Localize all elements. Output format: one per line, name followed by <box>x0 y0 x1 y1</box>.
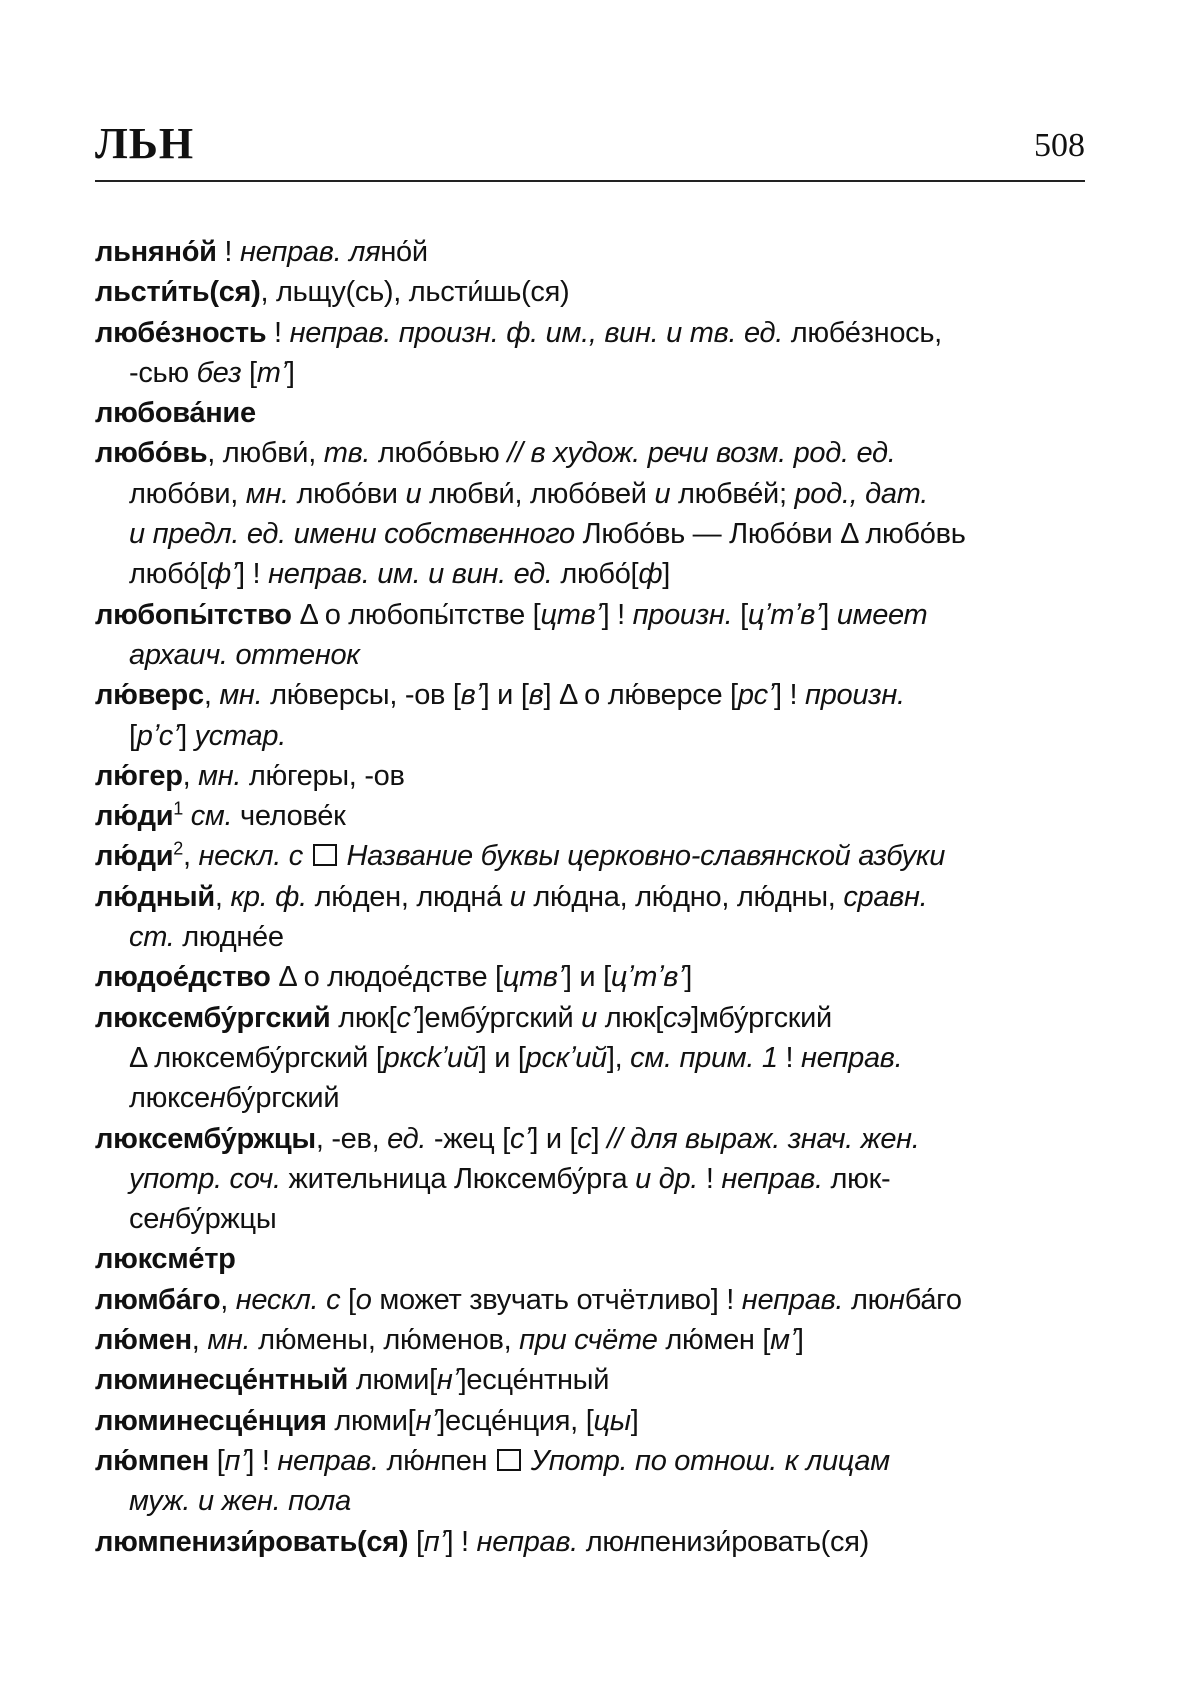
entry-text: ] <box>821 598 837 631</box>
entry-text: ] ! <box>601 598 633 631</box>
entry-text <box>339 840 347 872</box>
headword: льсти́ть(ся) <box>95 276 261 309</box>
entry-text: Δ люксембу́ргский [ <box>129 1041 384 1074</box>
entry-continuation-line <box>95 917 1090 957</box>
label-italic: рксkʼий <box>383 1041 479 1074</box>
label-italic: пʼ <box>423 1525 446 1558</box>
entry-first-line <box>95 1401 1090 1441</box>
entry-text: ]есце́нтный <box>458 1364 610 1397</box>
entry-text: ] и [ <box>563 961 611 994</box>
dictionary-entry <box>95 877 1090 958</box>
entry-text <box>183 800 191 832</box>
label-italic: с <box>577 1122 592 1155</box>
label-italic: мн. <box>219 679 263 712</box>
label-italic: неправ. <box>476 1525 578 1558</box>
label-italic: сʼ <box>510 1122 531 1155</box>
entry-text: лю <box>577 1525 624 1558</box>
entry-first-line <box>95 1119 1090 1159</box>
headword: люмба́го <box>95 1283 221 1316</box>
entry-text <box>303 840 311 872</box>
dictionary-entries <box>95 232 1090 1562</box>
label-italic: кр. ф. <box>230 880 307 913</box>
entry-text: людне́е <box>174 921 284 954</box>
dictionary-entry <box>95 1119 1090 1240</box>
entry-text: лю́дна, лю́дно, лю́дны, <box>525 880 844 913</box>
entry-text: ] и [ <box>481 679 529 712</box>
dictionary-entry <box>95 595 1090 676</box>
label-italic: цтвʼ <box>502 961 564 994</box>
entry-text: люксе <box>129 1082 210 1115</box>
label-italic: без <box>196 356 242 389</box>
entry-text: ] ! <box>246 1444 278 1477</box>
entry-first-line <box>95 1320 1090 1360</box>
label-italic: ст. <box>129 921 175 954</box>
entry-text: челове́к <box>232 800 346 833</box>
entry-text: Любо́вь — Любо́ви Δ любо́вь <box>574 518 966 551</box>
entry-text: ! <box>777 1041 801 1074</box>
label-italic: н <box>209 1082 226 1115</box>
dictionary-entry <box>95 393 1090 433</box>
label-italic: род., дат. <box>794 477 928 510</box>
entry-text: , <box>214 880 231 913</box>
entry-text <box>523 1445 531 1477</box>
headword: любо́вь <box>95 437 208 470</box>
label-italic: ед. <box>387 1122 427 1155</box>
entry-text: [ <box>408 1525 424 1558</box>
homonym-index: 2 <box>173 838 183 859</box>
dictionary-entry <box>95 1320 1090 1360</box>
page-number: 508 <box>1034 127 1085 164</box>
dictionary-entry <box>95 1441 1090 1522</box>
entry-text: , <box>191 1324 208 1357</box>
entry-text: пенизи́ровать(ся) <box>639 1525 869 1558</box>
label-italic: н <box>889 1283 905 1316</box>
label-italic: см. <box>190 800 233 833</box>
label-italic: цʼтʼвʼ <box>610 961 685 994</box>
label-italic: см. прим. 1 <box>630 1041 778 1074</box>
dictionary-entry <box>95 1239 1090 1279</box>
label-italic: мн. <box>207 1324 251 1357</box>
entry-text: ] <box>662 558 671 591</box>
entry-text: любви́, любо́вей <box>421 477 655 510</box>
running-head: ЛЬН <box>95 119 195 168</box>
headword: лю́дный <box>95 880 215 913</box>
label-italic: и <box>509 880 526 913</box>
entry-continuation-line <box>95 1481 1090 1521</box>
entry-text: бу́ржцы <box>174 1203 277 1236</box>
label-italic: и предл. ед. имени собственного <box>129 518 575 551</box>
entry-text: се <box>129 1203 160 1236</box>
entry-text: ба́го <box>904 1283 962 1316</box>
dictionary-entry <box>95 1360 1090 1400</box>
entry-text: лю́геры, -ов <box>241 759 405 792</box>
entry-text: ] и [ <box>530 1122 578 1155</box>
label-italic: о <box>355 1283 372 1316</box>
label-italic: нʼ <box>415 1404 438 1437</box>
entry-text: ! <box>216 236 240 268</box>
dictionary-entry <box>95 836 1090 876</box>
dictionary-entry <box>95 957 1090 997</box>
entry-text: люк- <box>822 1162 891 1195</box>
label-italic: Употр. по отнош. к лицам <box>530 1444 890 1477</box>
entry-continuation-line <box>95 1159 1090 1199</box>
entry-first-line <box>95 1360 1090 1400</box>
entry-text: ]есце́нция, [ <box>437 1404 594 1437</box>
entry-continuation-line <box>95 514 1090 554</box>
entry-text: люми[ <box>348 1364 437 1397</box>
entry-text: , <box>182 840 199 873</box>
label-italic: произн. <box>632 598 733 631</box>
entry-first-line <box>95 393 1090 433</box>
entry-text: жительница Люксембу́рга <box>280 1162 636 1195</box>
label-italic: устар. <box>194 719 286 752</box>
label-italic: нескл. с <box>198 840 303 873</box>
entry-continuation-line <box>95 554 1090 594</box>
dictionary-entry <box>95 433 1090 594</box>
headword: любе́зность <box>95 316 267 349</box>
label-italic: н <box>159 1203 175 1236</box>
entry-first-line <box>95 796 1090 836</box>
entry-text: Δ о людое́дстве [ <box>270 961 503 994</box>
entry-text: , -ев, <box>315 1122 388 1155</box>
headword: льняно́й <box>95 236 217 268</box>
homonym-index: 1 <box>173 798 183 819</box>
label-italic: и <box>581 1001 597 1034</box>
entry-first-line <box>95 756 1090 796</box>
entry-first-line <box>95 595 1090 635</box>
entry-text: люми[ <box>326 1404 416 1437</box>
entry-text: ] <box>179 719 195 752</box>
box-icon <box>313 844 337 866</box>
entry-first-line <box>95 1239 1090 1279</box>
label-italic: Название буквы церковно-славянской азбуки <box>346 840 946 873</box>
entry-text: , <box>220 1283 236 1316</box>
dictionary-entry <box>95 1522 1090 1562</box>
headword: любопы́тство <box>95 598 292 631</box>
entry-text: , <box>203 679 220 712</box>
entry-text: пен <box>440 1444 496 1477</box>
dictionary-entry <box>95 272 1090 312</box>
entry-text: ]мбу́ргский <box>691 1001 832 1034</box>
page-header <box>95 118 1085 182</box>
headword: люминесце́нция <box>95 1404 327 1437</box>
label-italic: неправ. <box>741 1283 844 1316</box>
label-italic: сэ <box>662 1001 692 1034</box>
entry-continuation-line <box>95 1078 1090 1118</box>
headword: лю́верс <box>95 679 204 712</box>
label-italic: // в худож. речи возм. род. ед. <box>507 437 896 470</box>
box-icon <box>497 1449 521 1471</box>
entry-text: ], <box>606 1041 631 1074</box>
label-italic: цтвʼ <box>540 598 602 631</box>
label-italic: нескл. с <box>235 1283 341 1316</box>
label-italic: употр. соч. <box>129 1162 281 1195</box>
entry-text: [ <box>732 598 748 631</box>
entry-text: , льщу(сь), льсти́шь(ся) <box>260 276 570 309</box>
label-italic: вʼ <box>460 679 482 712</box>
entry-first-line <box>95 1441 1090 1481</box>
label-italic: неправ. <box>721 1162 823 1195</box>
entry-text: -сью <box>129 356 197 389</box>
entry-text: люк[ <box>330 1001 397 1034</box>
headword: люксме́тр <box>95 1243 236 1276</box>
headword: лю́ди <box>95 840 174 873</box>
entry-first-line <box>95 957 1090 997</box>
label-italic: рʼсʼ <box>136 719 180 752</box>
entry-text: ] и [ <box>478 1041 526 1074</box>
header-rule <box>95 180 1085 182</box>
entry-text: лю <box>843 1283 890 1316</box>
headword: любова́ние <box>95 397 256 430</box>
entry-text: любо́ви <box>288 477 406 510</box>
label-italic: и <box>654 477 671 510</box>
entry-text: любо́вью <box>370 437 508 470</box>
entry-text: лю́ден, людна́ <box>306 880 510 913</box>
headword: люксембу́ргский <box>95 1001 331 1034</box>
label-italic: мʼ <box>770 1324 796 1357</box>
entry-text: Δ о любопы́тстве [ <box>291 598 541 631</box>
entry-text: [ <box>340 1283 356 1316</box>
label-italic: произн. <box>805 679 905 712</box>
headword: люмпенизи́ровать(ся) <box>95 1525 409 1558</box>
label-italic: в <box>528 679 544 712</box>
label-italic: н <box>424 1444 441 1477</box>
entry-first-line <box>95 313 1090 353</box>
dictionary-entry <box>95 998 1090 1119</box>
label-italic: имеет <box>836 598 928 631</box>
label-italic: пʼ <box>224 1444 247 1477</box>
entry-first-line <box>95 232 1090 272</box>
label-italic: архаич. оттенок <box>129 638 360 671</box>
headword: лю́ди <box>95 800 174 833</box>
entry-text: лю́ <box>378 1444 425 1477</box>
entry-first-line <box>95 877 1090 917</box>
headword: лю́мен <box>95 1324 192 1357</box>
label-italic: неправ. <box>277 1444 379 1477</box>
entry-text: любо́[ <box>552 558 639 591</box>
entry-text: ] <box>630 1404 639 1437</box>
label-italic: сравн. <box>843 880 928 913</box>
label-italic: ф <box>638 558 663 591</box>
entry-text: ] <box>795 1324 804 1357</box>
entry-text: ] ! <box>774 679 806 712</box>
label-italic: неправ. произн. ф. им., вин. и тв. ед. <box>289 316 783 349</box>
dictionary-entry <box>95 1280 1090 1320</box>
label-italic: рсʼ <box>737 679 774 712</box>
label-italic: тв. <box>323 437 371 470</box>
entry-text: ! <box>266 316 290 349</box>
entry-first-line <box>95 675 1090 715</box>
entry-first-line <box>95 1280 1090 1320</box>
label-italic: н <box>623 1525 640 1558</box>
entry-continuation-line <box>95 635 1090 675</box>
label-italic: рскʼий <box>525 1041 607 1074</box>
entry-text: [ <box>209 1444 225 1477</box>
label-italic: муж. и жен. пола <box>129 1485 351 1518</box>
entry-text: ] <box>684 961 693 994</box>
entry-text: любе́знось, <box>782 316 942 349</box>
label-italic: неправ. ля <box>239 236 381 268</box>
entry-first-line <box>95 998 1090 1038</box>
entry-text: ! <box>698 1162 722 1195</box>
entry-text: -жец [ <box>426 1122 511 1155</box>
label-italic: цы <box>593 1404 631 1437</box>
entry-text: ] <box>286 356 295 389</box>
label-italic: неправ. <box>801 1041 903 1074</box>
label-italic: и <box>405 477 422 510</box>
label-italic: и др. <box>635 1162 699 1195</box>
entry-continuation-line <box>95 1199 1090 1239</box>
dictionary-entry <box>95 313 1090 394</box>
dictionary-entry <box>95 756 1090 796</box>
dictionary-entry <box>95 675 1090 756</box>
entry-text: лю́версы, -ов [ <box>262 679 461 712</box>
entry-text: лю́мены, лю́менов, <box>250 1324 520 1357</box>
label-italic: при счёте <box>519 1324 658 1357</box>
entry-text: но́й <box>380 236 428 268</box>
entry-continuation-line <box>95 353 1090 393</box>
entry-text: лю́мен [ <box>657 1324 771 1357</box>
entry-continuation-line <box>95 1038 1090 1078</box>
entry-continuation-line <box>95 716 1090 756</box>
label-italic: цʼтʼвʼ <box>747 598 822 631</box>
entry-first-line <box>95 433 1090 473</box>
headword: лю́гер <box>95 759 183 792</box>
entry-text: люк[ <box>597 1001 663 1034</box>
entry-first-line <box>95 1522 1090 1562</box>
label-italic: неправ. им. и вин. ед. <box>268 558 553 591</box>
label-italic: // для выраж. знач. жен. <box>607 1122 920 1155</box>
entry-text: бу́ргский <box>225 1082 340 1115</box>
label-italic: мн. <box>198 759 242 792</box>
label-italic: мн. <box>245 477 289 510</box>
entry-text: ] ! <box>445 1525 477 1558</box>
entry-text: , любви́, <box>207 437 324 470</box>
headword: людое́дство <box>95 961 271 994</box>
label-italic: сʼ <box>396 1001 417 1034</box>
label-italic: тʼ <box>256 356 287 389</box>
entry-first-line <box>95 836 1090 876</box>
dictionary-entry <box>95 232 1090 272</box>
entry-text: ] Δ о лю́версе [ <box>543 679 738 712</box>
entry-text: любо́[ <box>129 558 207 591</box>
label-italic: нʼ <box>436 1364 459 1397</box>
entry-continuation-line <box>95 474 1090 514</box>
label-italic: фʼ <box>206 558 238 591</box>
dictionary-entry <box>95 796 1090 836</box>
entry-text: любве́й; <box>670 477 795 510</box>
entry-first-line <box>95 272 1090 312</box>
headword: лю́мпен <box>95 1444 210 1477</box>
entry-text: ]ембу́ргский <box>416 1001 582 1034</box>
dictionary-entry <box>95 1401 1090 1441</box>
entry-text: ] ! <box>237 558 269 591</box>
entry-text: [ <box>241 356 257 389</box>
entry-text: , <box>182 759 199 792</box>
headword: люксембу́ржцы <box>95 1122 316 1155</box>
entry-text: может звучать отчётливо] ! <box>371 1283 742 1316</box>
entry-text: ] <box>591 1122 608 1155</box>
entry-text: [ <box>129 719 137 752</box>
headword: люминесце́нтный <box>95 1364 349 1397</box>
entry-text: любо́ви, <box>129 477 246 510</box>
